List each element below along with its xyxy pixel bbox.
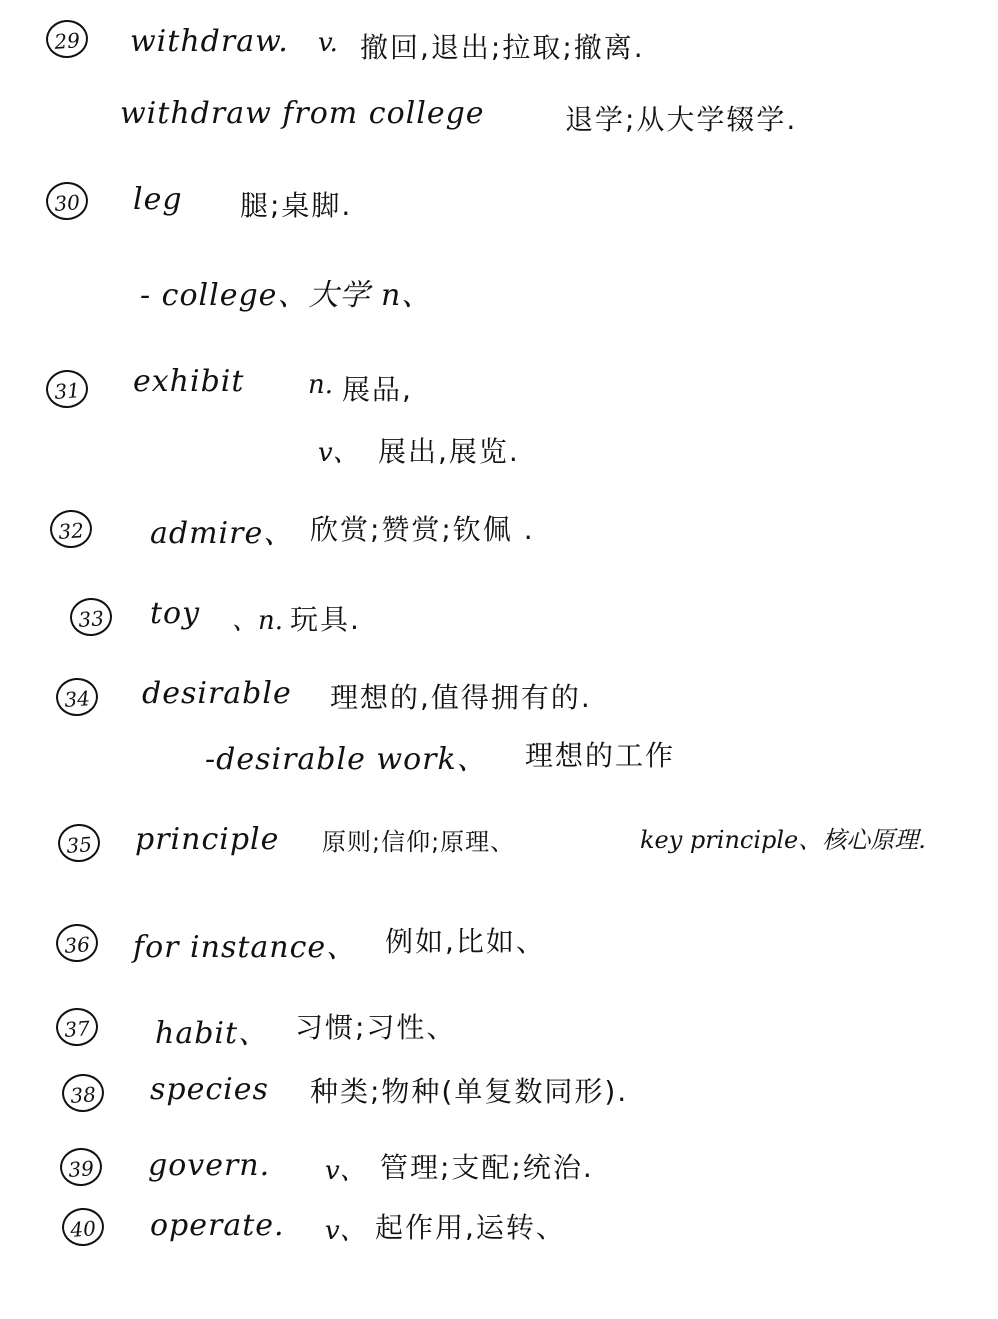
entry-number: 29 — [45, 19, 90, 60]
entry-meaning: 种类;物种(单复数同形). — [310, 1075, 629, 1108]
vocab-note-college — [0, 262, 998, 322]
entry-number: 40 — [61, 1207, 106, 1248]
vocab-entry-34 — [0, 668, 998, 728]
entry-word: principle — [135, 822, 280, 857]
vocab-entry-40 — [0, 1198, 998, 1258]
entry-number: 36 — [55, 923, 100, 964]
vocab-entry-37 — [0, 998, 998, 1058]
vocab-example-withdraw — [0, 88, 998, 148]
entry-meaning: 撤回,退出;拉取;撤离. — [360, 31, 645, 64]
entry-meaning: 展品, — [342, 373, 413, 406]
vocab-entry-39 — [0, 1138, 998, 1198]
entry-part-of-speech: v、 — [318, 438, 359, 468]
entry-word: habit、 — [155, 1016, 270, 1051]
vocab-entry-30 — [0, 172, 998, 232]
example-phrase: -desirable work、 — [205, 742, 488, 777]
vocab-entry-29 — [0, 12, 998, 72]
entry-number: 30 — [45, 181, 90, 222]
entry-meaning: 理想的,值得拥有的. — [330, 681, 592, 714]
entry-word: operate. — [150, 1208, 285, 1243]
entry-word: exhibit — [133, 364, 245, 399]
example-meaning: 退学;从大学辍学. — [565, 103, 798, 136]
entry-number: 32 — [49, 509, 94, 550]
entry-part-of-speech: v、 — [325, 1216, 366, 1246]
entry-number: 38 — [61, 1073, 106, 1114]
vocab-entry-35 — [0, 812, 998, 872]
entry-word: govern. — [148, 1148, 271, 1183]
note-line: - college、大学 n、 — [140, 278, 433, 313]
entry-meaning: 起作用,运转、 — [375, 1211, 566, 1244]
entry-word: for instance、 — [133, 930, 358, 965]
entry-number: 33 — [69, 597, 114, 638]
entry-number: 35 — [57, 823, 102, 864]
entry-meaning: 展出,展览. — [378, 435, 520, 468]
example-meaning: 理想的工作 — [525, 739, 676, 772]
entry-extra-phrase: key principle、核心原理. — [640, 826, 926, 854]
entry-meaning: 例如,比如、 — [385, 925, 546, 958]
entry-word: leg — [133, 182, 183, 217]
vocab-entry-32 — [0, 500, 998, 560]
entry-word: species — [150, 1072, 269, 1107]
entry-word: admire、 — [150, 516, 295, 551]
entry-part-of-speech: n. — [308, 370, 334, 400]
vocab-entry-38 — [0, 1064, 998, 1124]
entry-part-of-speech: 、n. — [232, 606, 284, 636]
vocab-example-desirable — [0, 726, 998, 786]
vocab-entry-36 — [0, 912, 998, 972]
entry-word: withdraw. — [130, 24, 289, 59]
entry-meaning: 管理;支配;统治. — [380, 1151, 594, 1184]
entry-number: 31 — [45, 369, 90, 410]
vocab-entry-31 — [0, 358, 998, 418]
entry-number: 34 — [55, 677, 100, 718]
entry-word: toy — [150, 596, 201, 631]
vocab-entry-31-verb — [0, 422, 998, 482]
vocab-entry-33 — [0, 588, 998, 648]
entry-number: 37 — [55, 1007, 100, 1048]
entry-meaning: 欣赏;赞赏;钦佩 . — [310, 513, 535, 546]
entry-part-of-speech: v、 — [325, 1156, 366, 1186]
entry-word: desirable — [142, 676, 292, 711]
entry-meaning: 习惯;习性、 — [295, 1011, 457, 1044]
entry-meaning: 腿;桌脚. — [240, 189, 353, 222]
entry-number: 39 — [59, 1147, 104, 1188]
entry-meaning: 玩具. — [290, 603, 361, 636]
entry-meaning: 原则;信仰;原理、 — [322, 828, 516, 856]
example-phrase: withdraw from college — [120, 96, 485, 131]
entry-part-of-speech: v. — [318, 28, 338, 58]
